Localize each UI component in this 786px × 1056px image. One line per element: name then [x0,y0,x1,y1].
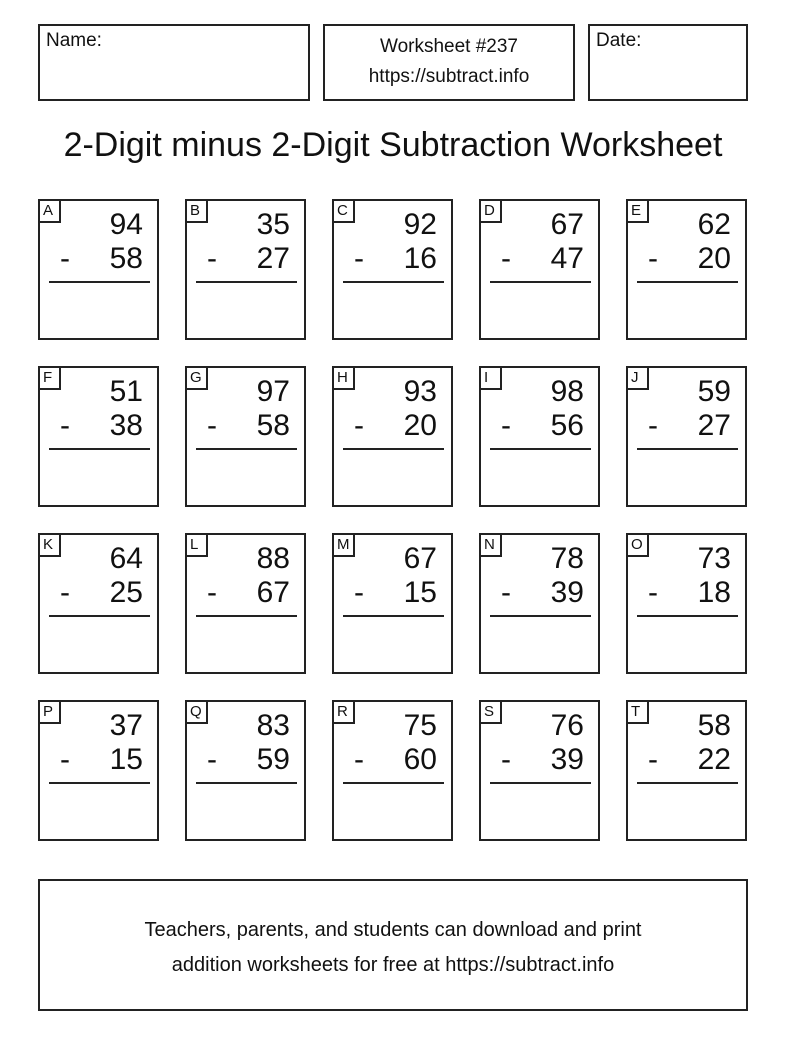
problem-card [479,366,600,507]
problem-card [626,199,747,340]
problem-letter: I [481,368,502,390]
minus-sign: - [501,743,511,776]
minuend: 37 [109,709,143,742]
minus-sign: - [648,576,658,609]
problem-letter: D [481,201,502,223]
subtrahend: 39 [550,576,584,609]
answer-line [343,448,444,450]
subtrahend: 20 [403,409,437,442]
subtrahend: 20 [697,242,731,275]
minuend: 93 [403,375,437,408]
minuend: 64 [109,542,143,575]
answer-line [196,448,297,450]
problem-letter: F [40,368,61,390]
minus-sign: - [207,242,217,275]
date-label: Date: [596,30,642,51]
answer-line [490,448,591,450]
problem-letter: J [628,368,649,390]
answer-line [637,782,738,784]
problem-letter: B [187,201,208,223]
answer-line [637,615,738,617]
subtrahend: 60 [403,743,437,776]
subtrahend: 22 [697,743,731,776]
minuend: 58 [697,709,731,742]
minus-sign: - [501,409,511,442]
answer-line [49,615,150,617]
subtrahend: 15 [403,576,437,609]
problem-card [332,533,453,674]
subtrahend: 15 [109,743,143,776]
problem-card [38,533,159,674]
minuend: 97 [256,375,290,408]
problem-letter: G [187,368,208,390]
minus-sign: - [501,242,511,275]
minuend: 75 [403,709,437,742]
problem-card [332,366,453,507]
problem-card [479,700,600,841]
subtrahend: 39 [550,743,584,776]
problem-card [626,533,747,674]
subtrahend: 58 [256,409,290,442]
date-box[interactable] [588,24,748,101]
page-title: 2-Digit minus 2-Digit Subtraction Worksheet [63,126,723,164]
minuend: 88 [256,542,290,575]
minus-sign: - [648,409,658,442]
minus-sign: - [354,409,364,442]
answer-line [637,448,738,450]
problem-card [185,199,306,340]
minuend: 94 [109,208,143,241]
problem-letter: C [334,201,355,223]
problem-card [626,366,747,507]
minus-sign: - [60,409,70,442]
problem-card [185,700,306,841]
minus-sign: - [501,576,511,609]
minuend: 67 [550,208,584,241]
problem-card [38,700,159,841]
subtrahend: 59 [256,743,290,776]
minuend: 98 [550,375,584,408]
subtrahend: 67 [256,576,290,609]
problem-card [38,366,159,507]
problem-card [185,533,306,674]
minuend: 73 [697,542,731,575]
problem-letter: A [40,201,61,223]
subtrahend: 47 [550,242,584,275]
subtrahend: 16 [403,242,437,275]
subtrahend: 18 [697,576,731,609]
minuend: 78 [550,542,584,575]
footer-box [38,879,748,1011]
answer-line [637,281,738,283]
answer-line [343,615,444,617]
worksheet-number: Worksheet #237 [379,36,518,57]
worksheet-url: https://subtract.info [368,66,530,87]
minus-sign: - [354,576,364,609]
answer-line [343,782,444,784]
minus-sign: - [60,242,70,275]
worksheet-id-box [323,24,575,101]
problem-card [185,366,306,507]
minuend: 92 [403,208,437,241]
problem-letter: H [334,368,355,390]
problem-card [479,533,600,674]
answer-line [196,281,297,283]
minus-sign: - [354,242,364,275]
problem-letter: S [481,702,502,724]
problem-letter: R [334,702,355,724]
problem-letter: E [628,201,649,223]
problem-letter: O [628,535,649,557]
minus-sign: - [207,743,217,776]
name-box[interactable] [38,24,310,101]
minus-sign: - [60,743,70,776]
problem-letter: N [481,535,502,557]
footer-line-2: addition worksheets for free at https://subtract.info [171,954,615,976]
subtrahend: 27 [256,242,290,275]
subtrahend: 25 [109,576,143,609]
problem-card [38,199,159,340]
problem-card [332,700,453,841]
minus-sign: - [60,576,70,609]
problem-letter: T [628,702,649,724]
answer-line [49,782,150,784]
minuend: 76 [550,709,584,742]
minus-sign: - [354,743,364,776]
minuend: 51 [109,375,143,408]
problem-letter: M [334,535,355,557]
answer-line [490,782,591,784]
problem-letter: P [40,702,61,724]
minuend: 59 [697,375,731,408]
answer-line [196,782,297,784]
minus-sign: - [207,409,217,442]
problem-letter: K [40,535,61,557]
subtrahend: 58 [109,242,143,275]
problem-letter: L [187,535,208,557]
problem-card [626,700,747,841]
minuend: 67 [403,542,437,575]
problem-letter: Q [187,702,208,724]
minuend: 83 [256,709,290,742]
answer-line [49,448,150,450]
minus-sign: - [648,242,658,275]
subtrahend: 27 [697,409,731,442]
subtrahend: 38 [109,409,143,442]
answer-line [490,281,591,283]
answer-line [343,281,444,283]
minus-sign: - [648,743,658,776]
minuend: 35 [256,208,290,241]
minus-sign: - [207,576,217,609]
footer-line-1: Teachers, parents, and students can download and print [144,919,642,941]
minuend: 62 [697,208,731,241]
problem-card [479,199,600,340]
subtrahend: 56 [550,409,584,442]
problem-card [332,199,453,340]
answer-line [49,281,150,283]
answer-line [490,615,591,617]
answer-line [196,615,297,617]
name-label: Name: [46,30,102,51]
